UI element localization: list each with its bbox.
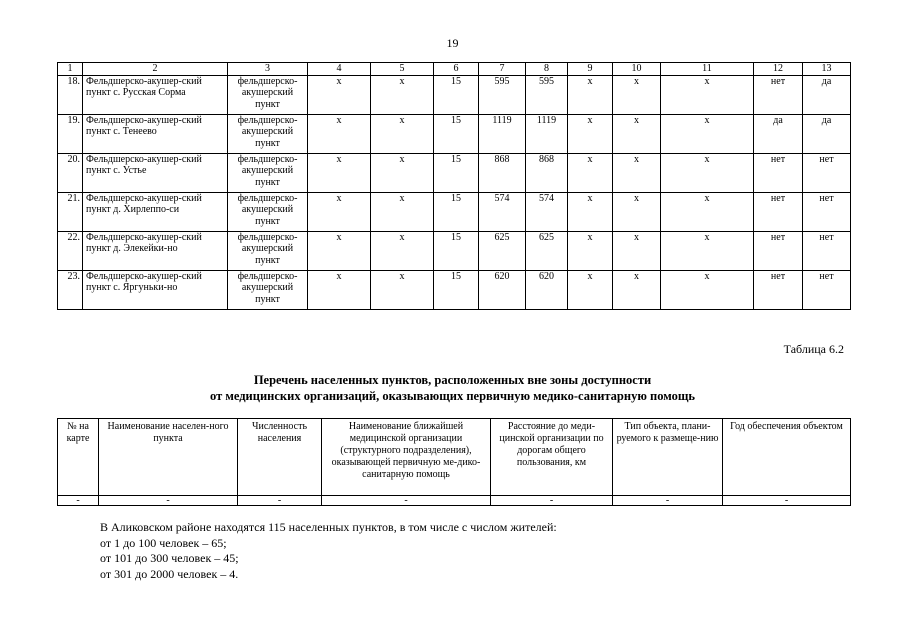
cell: нет [754, 153, 803, 192]
column-number: 8 [526, 63, 568, 76]
row-number: 18. [58, 75, 83, 114]
cell: нет [754, 75, 803, 114]
table-title-line: от медицинских организаций, оказывающих первичную медико-санитарную помощь [209, 389, 695, 403]
cell: х [568, 75, 613, 114]
cell: 15 [434, 153, 479, 192]
cell: х [371, 75, 434, 114]
header-cell: Численность населения [238, 419, 322, 496]
cell: х [613, 231, 661, 270]
facility-type: фельдшерско-акушерский пункт [228, 153, 308, 192]
cell: нет [754, 192, 803, 231]
settlements-table [57, 418, 851, 506]
cell: 574 [479, 192, 526, 231]
row-number: 23. [58, 270, 83, 309]
column-number: 3 [228, 63, 308, 76]
cell: х [661, 153, 754, 192]
cell: 595 [526, 75, 568, 114]
column-number: 5 [371, 63, 434, 76]
table-header-row [58, 419, 851, 496]
cell: 620 [526, 270, 568, 309]
cell: 15 [434, 270, 479, 309]
facility-name: Фельдшерско-акушер-ский пункт с. Яргуньки-но [83, 270, 228, 309]
header-cell: Расстояние до меди-цинской организации по дорогам общего пользования, км [491, 419, 613, 496]
cell: х [613, 114, 661, 153]
column-number: 11 [661, 63, 754, 76]
cell: х [613, 192, 661, 231]
column-number: 4 [308, 63, 371, 76]
facilities-table [57, 62, 851, 310]
cell: 574 [526, 192, 568, 231]
row-number: 21. [58, 192, 83, 231]
column-number: 6 [434, 63, 479, 76]
cell: нет [754, 231, 803, 270]
table-cell: - [99, 496, 238, 506]
table-row [58, 231, 851, 270]
table-cell: - [58, 496, 99, 506]
column-number: 7 [479, 63, 526, 76]
cell: 15 [434, 114, 479, 153]
cell: 1119 [479, 114, 526, 153]
facility-type: фельдшерско-акушерский пункт [228, 270, 308, 309]
cell: х [568, 153, 613, 192]
cell: 15 [434, 231, 479, 270]
cell: 1119 [526, 114, 568, 153]
facility-type: фельдшерско-акушерский пункт [228, 114, 308, 153]
table-row [58, 114, 851, 153]
table-row [58, 192, 851, 231]
cell: х [568, 114, 613, 153]
cell: да [754, 114, 803, 153]
table-row [58, 153, 851, 192]
summary-paragraph [100, 520, 557, 582]
paragraph-line: от 1 до 100 человек – 65; [100, 535, 227, 550]
cell: 15 [434, 192, 479, 231]
column-number: 13 [803, 63, 851, 76]
column-number: 1 [58, 63, 83, 76]
cell: 625 [479, 231, 526, 270]
table-row [58, 75, 851, 114]
table-row [58, 496, 851, 506]
cell: х [308, 192, 371, 231]
page-number: 19 [446, 36, 459, 50]
column-number: 10 [613, 63, 661, 76]
row-number: 22. [58, 231, 83, 270]
cell: х [308, 114, 371, 153]
facility-name: Фельдшерско-акушер-ский пункт с. Тенеево [83, 114, 228, 153]
cell: х [613, 75, 661, 114]
table-cell: - [613, 496, 723, 506]
cell: х [371, 231, 434, 270]
facility-name: Фельдшерско-акушер-ский пункт с. Русская Сорма [83, 75, 228, 114]
cell: нет [803, 192, 851, 231]
row-number: 20. [58, 153, 83, 192]
table-header-row [58, 63, 851, 76]
header-cell: Тип объекта, плани-руемого к размеще-нию [613, 419, 723, 496]
cell: 620 [479, 270, 526, 309]
row-number: 19. [58, 114, 83, 153]
facility-type: фельдшерско-акушерский пункт [228, 192, 308, 231]
cell: х [661, 270, 754, 309]
cell: 595 [479, 75, 526, 114]
cell: х [661, 114, 754, 153]
cell: нет [754, 270, 803, 309]
cell: нет [803, 270, 851, 309]
paragraph-line: от 301 до 2000 человек – 4. [100, 566, 239, 581]
facility-name: Фельдшерско-акушер-ский пункт с. Устье [83, 153, 228, 192]
column-number: 9 [568, 63, 613, 76]
column-number: 2 [83, 63, 228, 76]
table-cell: - [723, 496, 851, 506]
table-title-line: Перечень населенных пунктов, расположенных вне зоны доступности [253, 373, 652, 387]
header-cell: Год обеспечения объектом [723, 419, 851, 496]
cell: х [568, 192, 613, 231]
cell: да [803, 75, 851, 114]
table-cell: - [491, 496, 613, 506]
cell: 625 [526, 231, 568, 270]
cell: 15 [434, 75, 479, 114]
cell: х [613, 270, 661, 309]
table-row [58, 270, 851, 309]
facility-name: Фельдшерско-акушер-ский пункт д. Элекейки-но [83, 231, 228, 270]
table-cell: - [238, 496, 322, 506]
paragraph-line: В Аликовском районе находятся 115 населенных пунктов, в том числе с числом жителей: [100, 520, 557, 534]
cell: х [371, 114, 434, 153]
header-cell: Наименование населен-ного пункта [99, 419, 238, 496]
facility-type: фельдшерско-акушерский пункт [228, 231, 308, 270]
cell: х [661, 75, 754, 114]
cell: нет [803, 231, 851, 270]
column-number: 12 [754, 63, 803, 76]
table-label: Таблица 6.2 [783, 342, 844, 356]
cell: х [613, 153, 661, 192]
cell: х [308, 75, 371, 114]
table-title [0, 372, 905, 404]
header-cell: № на карте [58, 419, 99, 496]
cell: х [308, 153, 371, 192]
cell: х [308, 231, 371, 270]
cell: х [371, 270, 434, 309]
cell: х [308, 270, 371, 309]
header-cell: Наименование ближайшей медицинской организации (структурного подразделения), оказывающей первичную ме-дико-санитарную помощь [322, 419, 491, 496]
cell: х [568, 270, 613, 309]
cell: х [371, 192, 434, 231]
cell: х [661, 192, 754, 231]
facility-type: фельдшерско-акушерский пункт [228, 75, 308, 114]
cell: 868 [479, 153, 526, 192]
paragraph-line: от 101 до 300 человек – 45; [100, 551, 239, 565]
table-cell: - [322, 496, 491, 506]
facility-name: Фельдшерско-акушер-ский пункт д. Хирлеппо-си [83, 192, 228, 231]
cell: 868 [526, 153, 568, 192]
cell: да [803, 114, 851, 153]
cell: х [568, 231, 613, 270]
cell: х [661, 231, 754, 270]
cell: х [371, 153, 434, 192]
cell: нет [803, 153, 851, 192]
